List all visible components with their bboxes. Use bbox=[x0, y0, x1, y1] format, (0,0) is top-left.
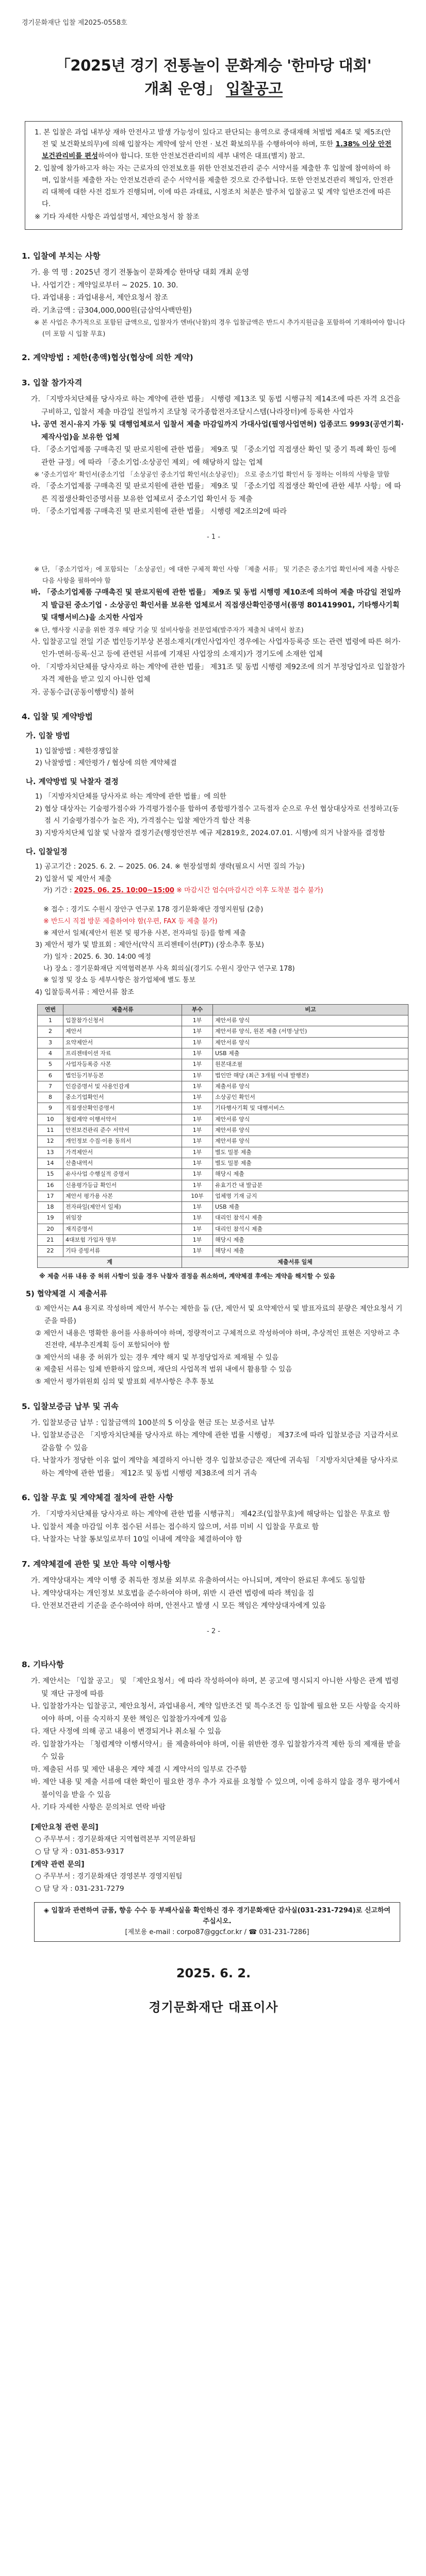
sec7-item: 다. 안전보건관리 기준을 준수하여야 하며, 안전사고 발생 시 모든 책임은 계약상대자에게 있음 bbox=[31, 1602, 326, 1610]
banner-line-2: [제보용 e-mail : corpo87@ggcf.or.kr / ☎ 031-231-7286] bbox=[125, 1928, 309, 1936]
table-cell: 21 bbox=[38, 1234, 63, 1245]
table-cell: 1부 bbox=[182, 1202, 213, 1213]
sec3-item: 바. 「중소기업제품 구매촉진 및 판로지원에 관한 법률」 제9조 및 동법 시행령 제10조에 의하여 제출 마감일 전일까지 발급된 중소기업 · 소상공인 확인서를 보유한 업체로서 직접생산확인증명서(품명 801419901, 기타행사기획 및 대행서비스)을 소지한 사업자 bbox=[31, 588, 401, 622]
sec4-item: 3) 제안서 평가 및 발표회 : 제안서(약식 프리젠테이션(PT)) (장소추후 통보) bbox=[35, 941, 265, 950]
table-cell: 1부 bbox=[182, 1180, 213, 1191]
table-cell: 1부 bbox=[182, 1048, 213, 1059]
table-row bbox=[38, 1169, 408, 1180]
table-row bbox=[38, 1059, 408, 1070]
footer-organization: 경기문화재단 대표이사 bbox=[149, 1999, 278, 2014]
sec4-sub-ga: 가. 입찰 방법 bbox=[26, 732, 70, 741]
sec4-item: 2) 협상 대상자는 기술평가점수와 가격평가점수를 합하여 종합평가점수 고득점자 순으로 우선 협상대상자로 선정하고(동점 시 기술평가점수가 높은 자), 가격점수는 입찰 제안가격 합산 적용 bbox=[35, 804, 399, 825]
contact-biz-label: [제안요청 관련 문의] bbox=[31, 1823, 99, 1832]
sec4-item: 가) 일자 : 2025. 6. 30. 14:00 예정 bbox=[43, 953, 151, 961]
table-header: 연번 bbox=[38, 1004, 63, 1015]
table-cell: 8 bbox=[38, 1092, 63, 1103]
sec4-item: 2) 입찰서 및 제안서 제출 bbox=[35, 874, 112, 883]
intro-item-2: 2. 입찰에 참가하고자 하는 자는 근로자의 안전보호를 위한 안전보건관리 준수 서약서를 제출한 후 입찰에 참여하여 하며, 입찰서를 제출한 자는 안전보건관리 준수 서약서를 제출한 것으로 간주합니다. 또한 안전보건관리 책임자, 안전관리 대책에 대한 사전 검토가 진행되며, 이에 따른 과태료, 시정조치 처분은 발주처 입찰공고 및 계약 일반조건에 따른다. bbox=[35, 164, 394, 209]
sec7-item: 가. 계약상대자는 계약 이행 중 취득한 정보를 외부로 유출하여서는 아니되며, 계약이 완료된 후에도 동일함 bbox=[31, 1577, 366, 1585]
sec4-item: 나) 장소 : 경기문화재단 지역협력본부 사옥 회의실(경기도 수원시 장안구 연구로 178) bbox=[43, 964, 295, 973]
table-row bbox=[38, 1234, 408, 1245]
table-total-row bbox=[38, 1257, 408, 1267]
table-cell: 가격제안서 bbox=[63, 1147, 182, 1158]
table-cell: 별도 밀봉 제출 bbox=[213, 1158, 408, 1168]
table-row bbox=[38, 1103, 408, 1114]
table-row bbox=[38, 1202, 408, 1213]
table-row bbox=[38, 1048, 408, 1059]
section-3-title: 3. 입찰 참가자격 bbox=[22, 378, 83, 388]
table-cell: 4 bbox=[38, 1048, 63, 1059]
page-number: - 2 - bbox=[207, 1627, 220, 1635]
sec5-item: ⑤ 제안서 평가위원회 심의 및 발표회 세부사항은 추후 통보 bbox=[35, 1378, 214, 1386]
table-cell: 입찰참가신청서 bbox=[63, 1015, 182, 1026]
table-cell: 10 bbox=[38, 1114, 63, 1125]
table-cell: 1부 bbox=[182, 1169, 213, 1180]
table-cell: 1부 bbox=[182, 1026, 213, 1037]
section-6-title: 6. 입찰 무효 및 계약체결 절차에 관한 사항 bbox=[22, 1493, 174, 1503]
table-cell: 1 bbox=[38, 1015, 63, 1026]
table-row bbox=[38, 1037, 408, 1048]
sec4-item: ※ 접수 : 경기도 수원시 장안구 연구로 178 경기문화재단 경영지원팀 (2층) bbox=[43, 906, 264, 913]
table-cell: 20 bbox=[38, 1224, 63, 1234]
table-row bbox=[38, 1070, 408, 1081]
sec4-item: 3) 지방자치단체 입찰 및 낙찰자 결정기준(행정안전부 예규 제2819호, 2024.07.01. 시행)에 의거 낙찰자를 결정함 bbox=[35, 829, 385, 837]
table-cell: 법인만 해당 (최근 3개월 이내 발행본) bbox=[213, 1070, 408, 1081]
sec4-item: 1) 입찰방법 : 제한경쟁입찰 bbox=[35, 747, 119, 755]
table-cell: 위임장 bbox=[63, 1213, 182, 1224]
sec6-item: 가. 「지방자치단체를 당사자로 하는 계약에 관한 법률 시행규칙」 제42조(입찰무효)에 해당하는 입찰은 무효로 함 bbox=[31, 1510, 390, 1519]
table-cell: 청렴계약 이행서약서 bbox=[63, 1114, 182, 1125]
section-8-title: 8. 기타사항 bbox=[22, 1660, 64, 1670]
sec3-item: 마. 「중소기업제품 구매촉진 및 판로지원에 관한 법률」 시행령 제2조의2에 따라 bbox=[31, 507, 287, 516]
table-body bbox=[38, 1015, 408, 1268]
sec4-item: 4) 입찰등록서류 : 제안서류 참조 bbox=[35, 988, 135, 997]
table-cell: 유사사업 수행실적 증명서 bbox=[63, 1169, 182, 1180]
table-cell: 5 bbox=[38, 1059, 63, 1070]
submission-documents-table bbox=[37, 1004, 408, 1268]
sec7-item: 나. 계약상대자는 개인정보 보호법을 준수하여야 하며, 위반 시 관련 법령에 따라 책임을 짐 bbox=[31, 1589, 315, 1598]
sec4-item: 1) 공고기간 : 2025. 6. 2. ~ 2025. 06. 24. ※ 현장설명회 생략(필요시 서면 질의 가능) bbox=[35, 862, 305, 871]
table-cell: 기타행사기획 및 대행서비스 bbox=[213, 1103, 408, 1114]
sec8-item: 가. 제안서는 「입찰 공고」 및 「제안요청서」에 따라 작성하여야 하며, 본 공고에 명시되지 아니한 사항은 관계 법령 및 재단 규정에 따름 bbox=[31, 1677, 399, 1698]
table-cell: 1부 bbox=[182, 1114, 213, 1125]
sec8-item: 라. 입찰참가자는 「청렴계약 이행서약서」를 제출하여야 하며, 이를 위반한 경우 입찰참가자격 제한 등의 제재를 받을 수 있음 bbox=[31, 1740, 401, 1761]
table-cell: 산출내역서 bbox=[63, 1158, 182, 1168]
table-cell: 1부 bbox=[182, 1070, 213, 1081]
sec5b-item: 가. 입찰보증금 납부 : 입찰금액의 100분의 5 이상을 현금 또는 보증서로 납부 bbox=[31, 1418, 275, 1427]
notice-number: 경기문화재단 입찰 제2025-0558호 bbox=[22, 19, 127, 27]
table-cell: 해당시 제출 bbox=[213, 1169, 408, 1180]
table-cell: 중소기업확인서 bbox=[63, 1092, 182, 1103]
sec8-item: 마. 제출된 서류 및 제안 내용은 계약 체결 시 계약서의 일부로 간주함 bbox=[31, 1765, 247, 1774]
table-row bbox=[38, 1191, 408, 1201]
sec3-item: 라. 「중소기업제품 구매촉진 및 판로지원에 관한 법률」 제9조 및 「중소기업 직접생산 확인에 관한 세부 사항」에 따른 직접생산확인증명서를 보유한 업체로서 중소기업 확인서 등 제출 bbox=[31, 482, 401, 503]
section-7-title: 7. 계약체결에 관한 및 보안 특약 이행사항 bbox=[22, 1559, 171, 1569]
table-cell: 제안서류 양식 bbox=[213, 1125, 408, 1136]
table-cell: 1부 bbox=[182, 1213, 213, 1224]
table-header-row bbox=[38, 1004, 408, 1015]
submission-period: 2025. 06. 25. 10:00~15:00 bbox=[74, 887, 174, 895]
sec5-item: ② 제안서 내용은 명확한 용어를 사용하여야 하며, 정량적이고 구체적으로 작성하여야 하며, 추상적인 표현은 지양하고 추진전략, 세부추진계획 등이 포함되어야 함 bbox=[35, 1329, 400, 1350]
table-cell: 제안서류 양식 bbox=[213, 1136, 408, 1147]
table-row bbox=[38, 1125, 408, 1136]
sec4-item: ※ 제안서 일체(제안서 원본 및 평가용 사본, 전자파일 등)를 함께 제출 bbox=[43, 929, 247, 937]
table-cell: 별도 밀봉 제출 bbox=[213, 1147, 408, 1158]
sec6-item: 다. 낙찰자는 낙찰 통보일로부터 10일 이내에 계약을 체결하여야 함 bbox=[31, 1535, 242, 1544]
table-cell: 22 bbox=[38, 1246, 63, 1257]
table-cell: 제안서류 양식 bbox=[213, 1114, 408, 1125]
sec5-item: ① 제안서는 A4 용지로 작성하며 제안서 부수는 제한을 둠 (단, 제안서 및 요약제안서 및 발표자료의 분량은 제안요청서 기준을 따름) bbox=[35, 1304, 403, 1325]
section-4-title: 4. 입찰 및 계약방법 bbox=[22, 712, 93, 721]
table-cell: 해당시 제출 bbox=[213, 1246, 408, 1257]
table-cell: 1부 bbox=[182, 1246, 213, 1257]
table-cell: 소상공인 확인서 bbox=[213, 1092, 408, 1103]
contact-biz-line: ○ 담 당 자 : 031-853-9317 bbox=[35, 1848, 124, 1856]
table-cell: 제안서류 양식, 원본 제출 (서명·날인) bbox=[213, 1026, 408, 1037]
anti-corruption-banner bbox=[34, 1902, 400, 1941]
table-cell: 제안서류 양식 bbox=[213, 1015, 408, 1026]
table-cell: 1부 bbox=[182, 1234, 213, 1245]
sec4-item: ※ 반드시 직접 방문 제출하여야 함(우편, FAX 등 제출 불가) bbox=[43, 917, 218, 925]
sec5b-item: 다. 낙찰자가 정당한 이유 없이 계약을 체결하지 아니한 경우 입찰보증금은 재단에 귀속됨 「지방자치단체를 당사자로 하는 계약에 관한 법률」 제12조 및 동법 시행령 제38조에 의거 귀속 bbox=[31, 1456, 398, 1478]
sec3-note: ※ ‘중소기업자’ 확인서(중소기업 「소상공인 중소기업 확인서(소상공인)」 으로 중소기업 확인서 등 정하는 이하의 사항을 말함 bbox=[34, 470, 390, 479]
sec3-item: 나. 공연 전시·유지 가동 및 대행업체로서 입찰서 제출 마감일까지 가대사업(필영사업면허) 업종코드 9993(공연기획·제작사업)을 보유한 업체 bbox=[31, 420, 404, 442]
table-cell: 인감증명서 및 사용인감계 bbox=[63, 1081, 182, 1092]
sec8-item: 사. 기타 자세한 사항은 문의처로 연락 바람 bbox=[31, 1803, 166, 1812]
table-cell: 3 bbox=[38, 1037, 63, 1048]
table-cell: 1부 bbox=[182, 1147, 213, 1158]
sec1-item: 나. 사업기간 : 계약일로부터 ~ 2025. 10. 30. bbox=[31, 281, 178, 290]
sec5-item: ③ 제안서의 내용 중 허위가 있는 경우 계약 해지 및 부정당업자로 제재될 수 있음 bbox=[35, 1353, 279, 1362]
sec4-item: ※ 일정 및 장소 등 세부사항은 참가업체에 별도 통보 bbox=[43, 976, 196, 985]
title-line-2-underlined: 입찰공고 bbox=[225, 79, 283, 97]
table-cell: 사업자등록증 사본 bbox=[63, 1059, 182, 1070]
sec8-item: 나. 입찰참가자는 입찰공고, 제안요청서, 과업내용서, 계약 일반조건 및 특수조건 등 입찰에 필요한 모든 사항을 숙지하여야 하며, 이를 숙지하지 못한 책임은 입찰참가자에게 있음 bbox=[31, 1702, 400, 1723]
table-cell: 13 bbox=[38, 1147, 63, 1158]
table-cell: 17 bbox=[38, 1191, 63, 1201]
table-cell: USB 제출 bbox=[213, 1202, 408, 1213]
table-cell: 1부 bbox=[182, 1037, 213, 1048]
table-cell: 기타 증빙서류 bbox=[63, 1246, 182, 1257]
sec3-item: 다. 「중소기업제품 구매촉진 및 판로지원에 관한 법률」 제9조 및 「중소기업 직접생산 확인 및 중기 특례 확인 등에 관한 규정」에 따라 「중소기업·소상공인 제외」에 해당하지 않는 업체 bbox=[31, 446, 397, 467]
sec5-title: 5) 협약체결 시 제출서류 bbox=[26, 1290, 107, 1298]
table-header: 제출서류 bbox=[63, 1004, 182, 1015]
table-cell: 직접생산확인증명서 bbox=[63, 1103, 182, 1114]
sec3-item: 사. 입찰공고일 전일 기준 법인등기부상 본점소재지(개인사업자인 경우에는 사업자등록증 또는 관련 법령에 따른 허가·인가·면허·등록·신고 등에 관련된 서류에 기재된 사업장의 소재지)가 경기도에 소재한 업체 bbox=[31, 637, 401, 658]
table-row bbox=[38, 1158, 408, 1168]
table-cell: 1부 bbox=[182, 1081, 213, 1092]
table-cell: 12 bbox=[38, 1136, 63, 1147]
table-cell: 대리인 참석시 제출 bbox=[213, 1213, 408, 1224]
title-line-2-pre: 개최 운영」 bbox=[144, 79, 226, 97]
sec4-period: 가) 기간 : 2025. 06. 25. 10:00~15:00 ※ 마감시간 엄수(마감시간 이후 도착분 접수 불가) bbox=[43, 887, 323, 895]
table-row bbox=[38, 1213, 408, 1224]
intro-box bbox=[25, 121, 402, 230]
contact-contract-line: ○ 주무부서 : 경기문화재단 경영본부 경영지원팀 bbox=[35, 1872, 183, 1881]
sec1-note: ※ 본 사업은 추가적으로 포함된 급액으로, 입찰자가 엔바(낙찰)의 경우 입찰금액은 반드시 추가지원금을 포함하여 기재하여야 합니다 (미 포함 시 입찰 무효) bbox=[34, 318, 405, 338]
table-cell: 7 bbox=[38, 1081, 63, 1092]
table-cell: 프리젠테이션 자료 bbox=[63, 1048, 182, 1059]
table-cell: 원본대조필 bbox=[213, 1059, 408, 1070]
table-cell: 업체명 기재 금지 bbox=[213, 1191, 408, 1201]
table-note: ※ 제출 서류 내용 중 허위 사항이 있을 경우 낙찰자 결정을 취소하며, 계약체결 후에는 계약을 해지할 수 있음 bbox=[39, 1272, 336, 1280]
contact-biz-line: ○ 주무부서 : 경기문화재단 지역협력본부 지역문화팀 bbox=[35, 1835, 196, 1844]
table-cell: 16 bbox=[38, 1180, 63, 1191]
banner-line-1: ◈ 입찰과 관련하여 금품, 향응 수수 등 부패사실을 확인하신 경우 경기문화재단 감사실(031-231-7294)로 신고하여 주십시오. bbox=[43, 1907, 391, 1926]
section-5-title: 5. 입찰보증금 납부 및 귀속 bbox=[22, 1401, 119, 1411]
table-cell: 1부 bbox=[182, 1158, 213, 1168]
table-header: 비고 bbox=[213, 1004, 408, 1015]
table-total-value: 제출서류 일체 bbox=[182, 1257, 408, 1267]
section-1-title: 1. 입찰에 부치는 사항 bbox=[22, 251, 101, 261]
sec8-item: 다. 재단 사정에 의해 공고 내용이 변경되거나 취소될 수 있음 bbox=[31, 1727, 222, 1736]
table-row bbox=[38, 1147, 408, 1158]
table-cell: 15 bbox=[38, 1169, 63, 1180]
sec5b-item: 나. 입찰보증금은 「지방자치단체를 당사자로 하는 계약에 관한 법률 시행령」 제37조에 따라 입찰보증금 지급각서로 갈음할 수 있음 bbox=[31, 1431, 399, 1452]
table-cell: 재직증명서 bbox=[63, 1224, 182, 1234]
sec3-note: ※ 단, 「중소기업자」에 포함되는 「소상공인」에 대한 구체적 확인 사항 「제출 서류」 및 기준은 중소기업 확인서에 제출 사항은 다음 사항을 필하여야 함 bbox=[34, 565, 400, 585]
table-cell: 10부 bbox=[182, 1191, 213, 1201]
table-total-label: 계 bbox=[38, 1257, 182, 1267]
table-cell: 4대보험 가입자 명부 bbox=[63, 1234, 182, 1245]
title-line-2 bbox=[22, 77, 405, 100]
sec3-note: ※ 단, 행사장 시공을 위한 경우 해당 기술 및 설비사항을 전문업체(발주자가 제출처 내역서 참조) bbox=[34, 625, 304, 634]
sec3-item: 가. 「지방자치단체를 당사자로 하는 계약에 관한 법률」 시행령 제13조 및 동법 시행규칙 제14조에 따른 자격 요건을 구비하고, 입찰서 제출 마감일 전일까지 조달청 국가종합전자조달시스템(나라장터)에 등록한 사업자 bbox=[31, 395, 401, 416]
section-2-title: 2. 계약방법 : 제한(총액)협상(협상에 의한 계약) bbox=[22, 353, 193, 362]
table-cell: 해당시 제출 bbox=[213, 1234, 408, 1245]
table-cell: 1부 bbox=[182, 1015, 213, 1026]
table-row bbox=[38, 1114, 408, 1125]
table-cell: 제안서 bbox=[63, 1026, 182, 1037]
table-cell: 1부 bbox=[182, 1103, 213, 1114]
sec3-item: 아. 「지방자치단체를 당사자로 하는 계약에 관한 법률」 제31조 및 동법 시행령 제92조에 의거 부정당업자로 입찰참가자격 제한을 받고 있지 아니한 업체 bbox=[31, 663, 405, 684]
title-line-1: 「2025년 경기 전통놀이 문화계승 '한마당 대회' bbox=[55, 56, 372, 74]
sec8-item: 바. 제안 내용 및 제출 서류에 대한 확인이 필요한 경우 추가 자료를 요청할 수 있으며, 이에 응하지 않을 경우 평가에서 불이익을 받을 수 있음 bbox=[31, 1778, 400, 1799]
table-cell: 대리인 참석시 제출 bbox=[213, 1224, 408, 1234]
table-cell: 9 bbox=[38, 1103, 63, 1114]
table-cell: 제안서류 양식 bbox=[213, 1037, 408, 1048]
sec1-item: 가. 용 역 명 : 2025년 경기 전통놀이 문화계승 한마당 대회 개최 운영 bbox=[31, 268, 249, 277]
table-cell: 안전보건관리 준수 서약서 bbox=[63, 1125, 182, 1136]
sec5-item: ④ 제출된 서류는 일체 반환하지 않으며, 재단의 사업목적 범위 내에서 활용할 수 있음 bbox=[35, 1365, 292, 1374]
table-row bbox=[38, 1092, 408, 1103]
sec4-sub-da: 다. 입찰일정 bbox=[26, 848, 68, 856]
table-row bbox=[38, 1224, 408, 1234]
footer-date: 2025. 6. 2. bbox=[176, 1965, 251, 1980]
page-number: - 1 - bbox=[207, 533, 220, 541]
sec1-item: 다. 과업내용 : 과업내용서, 제안요청서 참조 bbox=[31, 294, 168, 302]
sec4-item: 2) 낙찰방법 : 제안평가 / 협상에 의한 계약체결 bbox=[35, 759, 177, 768]
table-cell: 11 bbox=[38, 1125, 63, 1136]
table-row bbox=[38, 1026, 408, 1037]
table-cell: 1부 bbox=[182, 1092, 213, 1103]
table-cell: 19 bbox=[38, 1213, 63, 1224]
table-row bbox=[38, 1136, 408, 1147]
table-cell: 2 bbox=[38, 1026, 63, 1037]
contact-contract-label: [계약 관련 문의] bbox=[31, 1860, 85, 1869]
sec4-item: 1) 「지방자치단체를 당사자로 하는 계약에 관한 법률」에 의한 bbox=[35, 792, 226, 801]
intro-item-3: ※ 기타 자세한 사항은 과업설명서, 제안요청서 참 참조 bbox=[35, 213, 200, 222]
table-header: 부수 bbox=[182, 1004, 213, 1015]
table-row bbox=[38, 1081, 408, 1092]
table-cell: 요약제안서 bbox=[63, 1037, 182, 1048]
table-cell: 제출서류 양식 bbox=[213, 1081, 408, 1092]
table-cell: 14 bbox=[38, 1158, 63, 1168]
table-cell: USB 제출 bbox=[213, 1048, 408, 1059]
table-row bbox=[38, 1246, 408, 1257]
table-row bbox=[38, 1015, 408, 1026]
title-block bbox=[22, 54, 405, 100]
table-cell: 1부 bbox=[182, 1059, 213, 1070]
table-cell: 전자파일(제안서 일체) bbox=[63, 1202, 182, 1213]
table-cell: 법인등기부등본 bbox=[63, 1070, 182, 1081]
table-row bbox=[38, 1180, 408, 1191]
table-cell: 1부 bbox=[182, 1224, 213, 1234]
table-cell: 6 bbox=[38, 1070, 63, 1081]
table-cell: 제안서 평가용 사본 bbox=[63, 1191, 182, 1201]
sec3-item: 자. 공동수급(공동이행방식) 불허 bbox=[31, 688, 135, 697]
contact-contract-line: ○ 담 당 자 : 031-231-7279 bbox=[35, 1884, 124, 1893]
sec1-item: 라. 기초금액 : 금304,000,000원(금삼억사백만원) bbox=[31, 306, 192, 315]
table-cell: 신용평가등급 확인서 bbox=[63, 1180, 182, 1191]
table-cell: 1부 bbox=[182, 1136, 213, 1147]
intro-item-1: 1. 본 입찰은 과업 내부상 재하 안전사고 발생 가능성이 있다고 판단되는 용역으로 중대재해 처벌법 제4조 및 제5조(안전 및 보건확보의무)에 의해 입찰자는 계약에 앞서 안전 · 보건 확보의무를 수행하여야 하며, 또한 1.38% 이상 안전보건관리비를 편성하여야 합니다. 또한 안전보건관리비의 세부 내역은 대표(별지) 참고. bbox=[35, 128, 391, 160]
table-cell: 유효기간 내 발급분 bbox=[213, 1180, 408, 1191]
sec6-item: 나. 입찰서 제출 마감일 이후 접수된 서류는 접수하지 않으며, 서류 미비 시 입찰을 무효로 함 bbox=[31, 1522, 319, 1531]
table-cell: 18 bbox=[38, 1202, 63, 1213]
table-cell: 1부 bbox=[182, 1125, 213, 1136]
sec4-sub-na: 나. 계약방법 및 낙찰자 결정 bbox=[26, 777, 119, 786]
table-cell: 개인정보 수집·이용 동의서 bbox=[63, 1136, 182, 1147]
